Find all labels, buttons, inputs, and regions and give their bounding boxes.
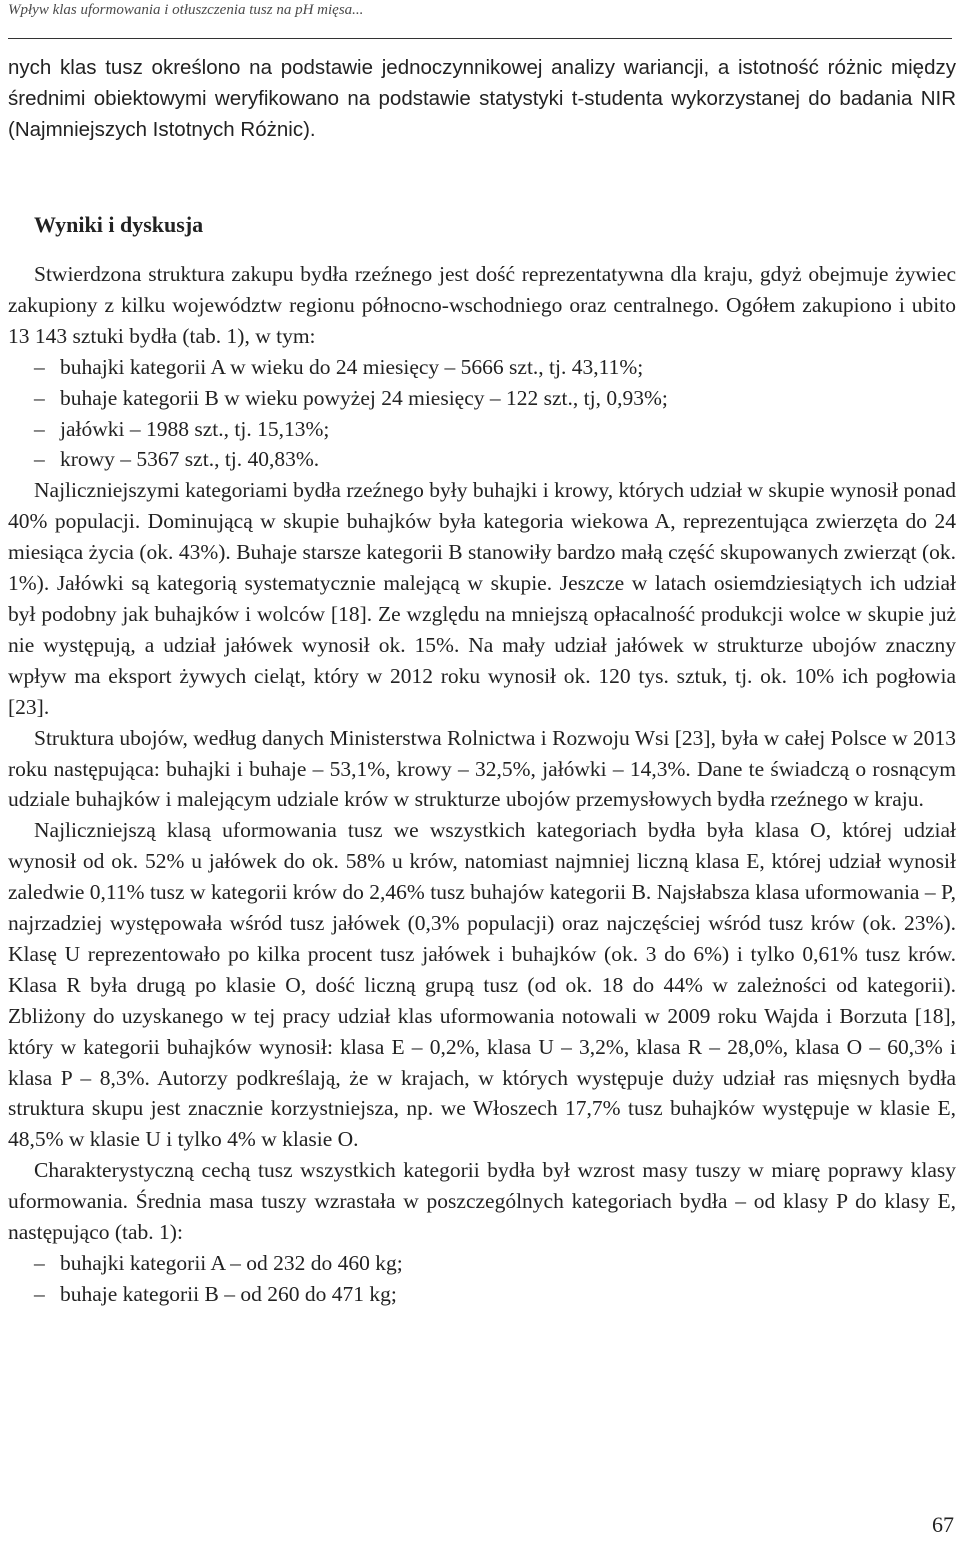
header-divider	[8, 38, 952, 39]
list-item: – jałówki – 1988 szt., tj. 15,13%;	[34, 416, 330, 441]
page-number: 67	[932, 1512, 954, 1537]
intro-block	[8, 52, 956, 145]
paragraph-conformation-classes: Najliczniejszą klasą uformowania tusz we wszystkich kategoriach bydła była klasa O, której udział wynosił od ok. 52% u jałówek do ok. 58% u krów, natomiast najmniej liczną klasa E, której udział wynosił zaledwie 0,11% tusz w kategorii krów do 2,46% tusz buhajów kategorii B. Najsłabsza klasa uformowania – P, najrzadziej występowała wśród tusz jałówek (0,3% populacji) oraz najczęściej wśród tusz krów (ok. 23%). Klasę U reprezentowało po kilka procent tusz jałówek i buhajków (ok. 3 do 6%) i tylko 0,61% tusz krów. Klasa R była drugą po klasie O, dość liczną grupą tusz (od ok. 18 do 44% w zależności od kategorii). Zbliżony do uzyskanego w tej pracy udział klas uformowania notowali w 2009 roku Wajda i Borzuta [18], który w kategorii buhajków wynosił: klasa E – 0,2%, klasa U – 3,2%, klasa R – 28,0%, klasa O – 60,3% i klasa P – 8,3%. Autorzy podkreślają, że w krajach, w których występuje duży udział ras mięsnych bydła struktura skupu jest znacznie korzystniejsza, np. we Włoszech 17,7% tusz buhajków występuje w klasie E, 48,5% w klasie U i tylko 4% w klasie O.	[8, 818, 956, 1152]
category-list	[8, 352, 956, 476]
list-item: – buhajki kategorii A w wieku do 24 miesięcy – 5666 szt., tj. 43,11%;	[34, 354, 644, 379]
list-item: – buhajki kategorii A – od 232 do 460 kg;	[34, 1251, 403, 1275]
weight-list	[8, 1248, 956, 1310]
paragraph-categories: Najliczniejszymi kategoriami bydła rzeźnego były buhajki i krowy, których udział w skupie wynosił ponad 40% populacji. Dominującą w skupie buhajków była kategoria wiekowa A, reprezentująca zwierzęta do 24 miesiąca życia (ok. 43%). Buhaje starsze kategorii B stanowiły bardzo małą część skupowanych zwierząt (ok. 1%). Jałówki są kategorią systematycznie malejącą w skupie. Jeszcze w latach osiemdziesiątych ich udział był podobny jak buhajków i wolców [18]. Ze względu na mniejszą opłacalność produkcji wolce w skupie już nie występują, a udział jałówek wynosił ok. 15%. Na mały udział jałówek w strukturze ubojów znaczny wpływ ma eksport żywych cieląt, który w 2012 roku wynosił ok. 120 tys. sztuk, tj. ok. 10% ich pogłowia [23].	[8, 478, 956, 719]
running-head: Wpływ klas uformowania i otłuszczenia tusz na pH mięsa...	[8, 2, 364, 18]
list-item: – buhaje kategorii B – od 260 do 471 kg;	[34, 1281, 397, 1306]
section-heading: Wyniki i dyskusja	[34, 212, 204, 237]
list-item: – buhaje kategorii B w wieku powyżej 24 miesięcy – 122 szt., tj, 0,93%;	[34, 385, 668, 410]
paragraph-slaughter-structure: Struktura ubojów, według danych Ministerstwa Rolnictwa i Rozwoju Wsi [23], była w całej Polsce w 2013 roku następująca: buhajki i buhaje – 53,1%, krowy – 32,5%, jałówki – 14,3%. Dane te świadczą o rosnącym udziale buhajków i malejącym udziale krów w strukturze ubojów przemysłowych bydła rzeźnego w kraju.	[8, 725, 956, 812]
page-body	[8, 52, 956, 1310]
list-item: – krowy – 5367 szt., tj. 40,83%.	[34, 447, 320, 472]
intro-paragraph: nych klas tusz określono na podstawie jednoczynnikowej analizy wariancji, a istotność różnic między średnimi obiektowymi weryfikowano na podstawie statystyki t-studenta wykorzystanej do badania NIR (Najmniejszych Istotnych Różnic).	[8, 56, 956, 141]
paragraph-purchase-structure: Stwierdzona struktura zakupu bydła rzeźnego jest dość reprezentatywna dla kraju, gdyż obejmuje żywiec zakupiony z kilku województw regionu północno-wschodniego oraz centralnego. Ogółem zakupiono i ubito 13 143 sztuki bydła (tab. 1), w tym:	[8, 262, 956, 348]
paragraph-carcass-weight: Charakterystyczną cechą tusz wszystkich kategorii bydła był wzrost masy tuszy w miarę poprawy klasy uformowania. Średnia masa tuszy wzrastała w poszczególnych kategoriach bydła – od klasy P do klasy E, następująco (tab. 1):	[8, 1158, 956, 1245]
